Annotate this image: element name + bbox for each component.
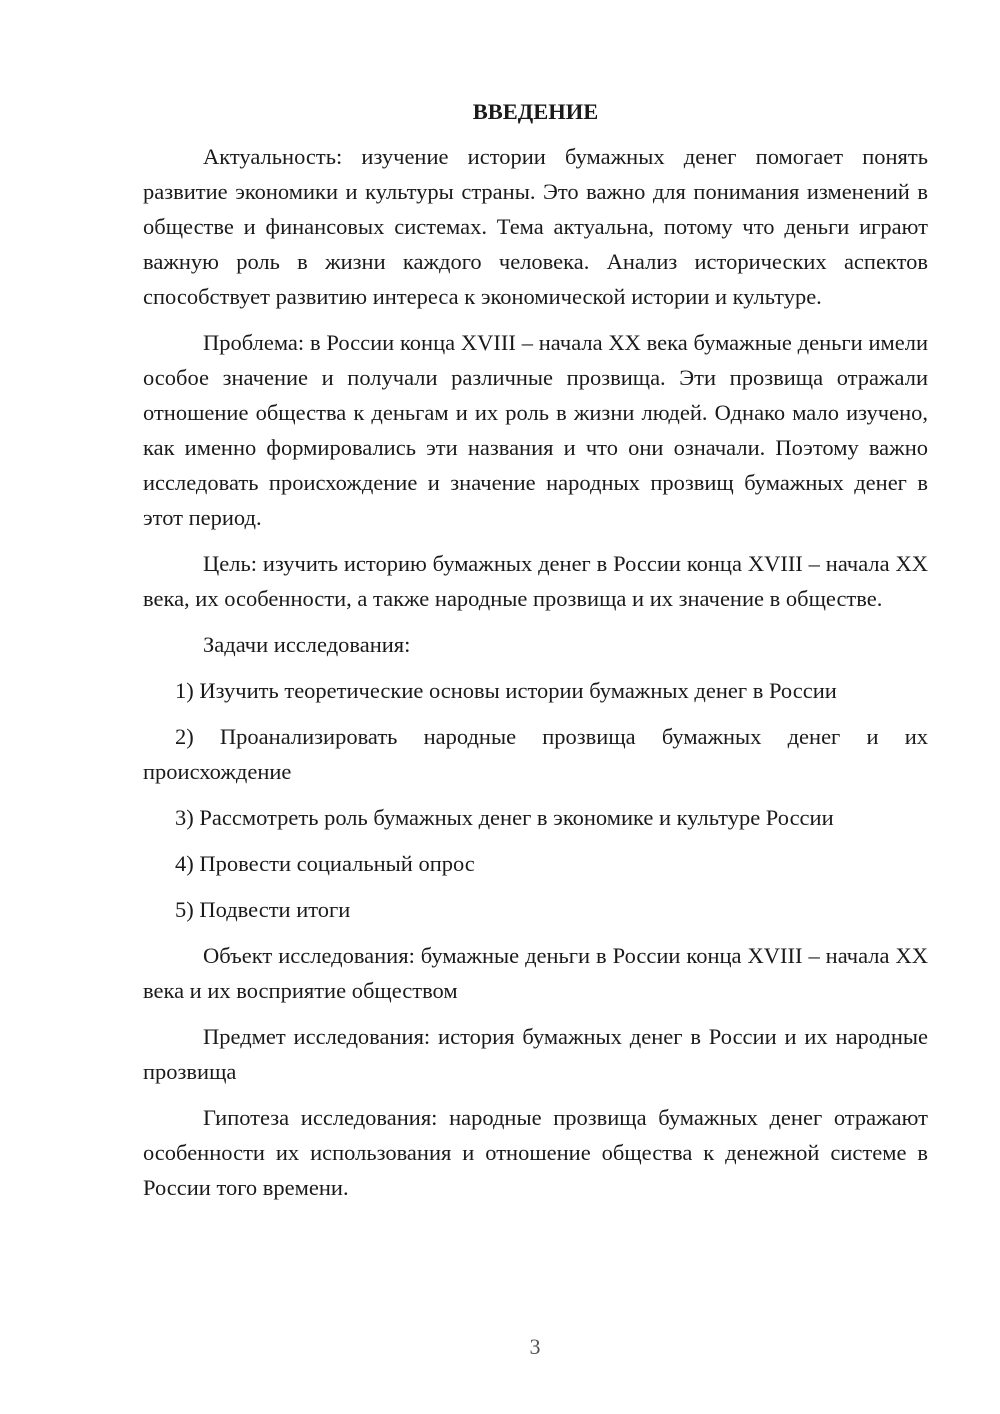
paragraph-subject: Предмет исследования: история бумажных денег в России и их народные прозвища xyxy=(143,1024,928,1084)
paragraph-relevance: Актуальность: изучение истории бумажных денег помогает понять развитие экономики и культуры страны. Это важно для понимания изменений в обществе и финансовых системах. Тема актуальна, потому что деньги играют важную роль в жизни каждого человека. Анализ исторических аспектов способствует развитию интереса к экономической истории и культуре. xyxy=(143,144,928,309)
paragraph-object: Объект исследования: бумажные деньги в России конца XVIII – начала XX века и их восприятие обществом xyxy=(143,943,928,1003)
paragraph-hypothesis: Гипотеза исследования: народные прозвища бумажных денег отражают особенности их использования и отношение общества к денежной системе в России того времени. xyxy=(143,1105,928,1200)
paragraph-tasks-heading: Задачи исследования: xyxy=(203,632,411,657)
task-item: 4) Провести социальный опрос xyxy=(175,851,475,876)
page-number: 3 xyxy=(529,1334,541,1359)
task-item: 1) Изучить теоретические основы истории бумажных денег в России xyxy=(175,678,837,703)
paragraph-goal: Цель: изучить историю бумажных денег в России конца XVIII – начала XX века, их особенности, а также народные прозвища и их значение в обществе. xyxy=(143,551,928,611)
task-item: 5) Подвести итоги xyxy=(175,897,351,922)
task-item: 2) Проанализировать народные прозвища бумажных денег и их происхождение xyxy=(143,724,928,784)
page-body xyxy=(143,94,928,1205)
paragraph-problem: Проблема: в России конца XVIII – начала XX века бумажные деньги имели особое значение и получали различные прозвища. Эти прозвища отражали отношение общества к деньгам и их роль в жизни людей. Однако мало изучено, как именно формировались эти названия и что они означали. Поэтому важно исследовать происхождение и значение народных прозвищ бумажных денег в этот период. xyxy=(143,330,928,530)
task-item: 3) Рассмотреть роль бумажных денег в экономике и культуре России xyxy=(175,805,834,830)
page-title: ВВЕДЕНИЕ xyxy=(472,99,599,124)
